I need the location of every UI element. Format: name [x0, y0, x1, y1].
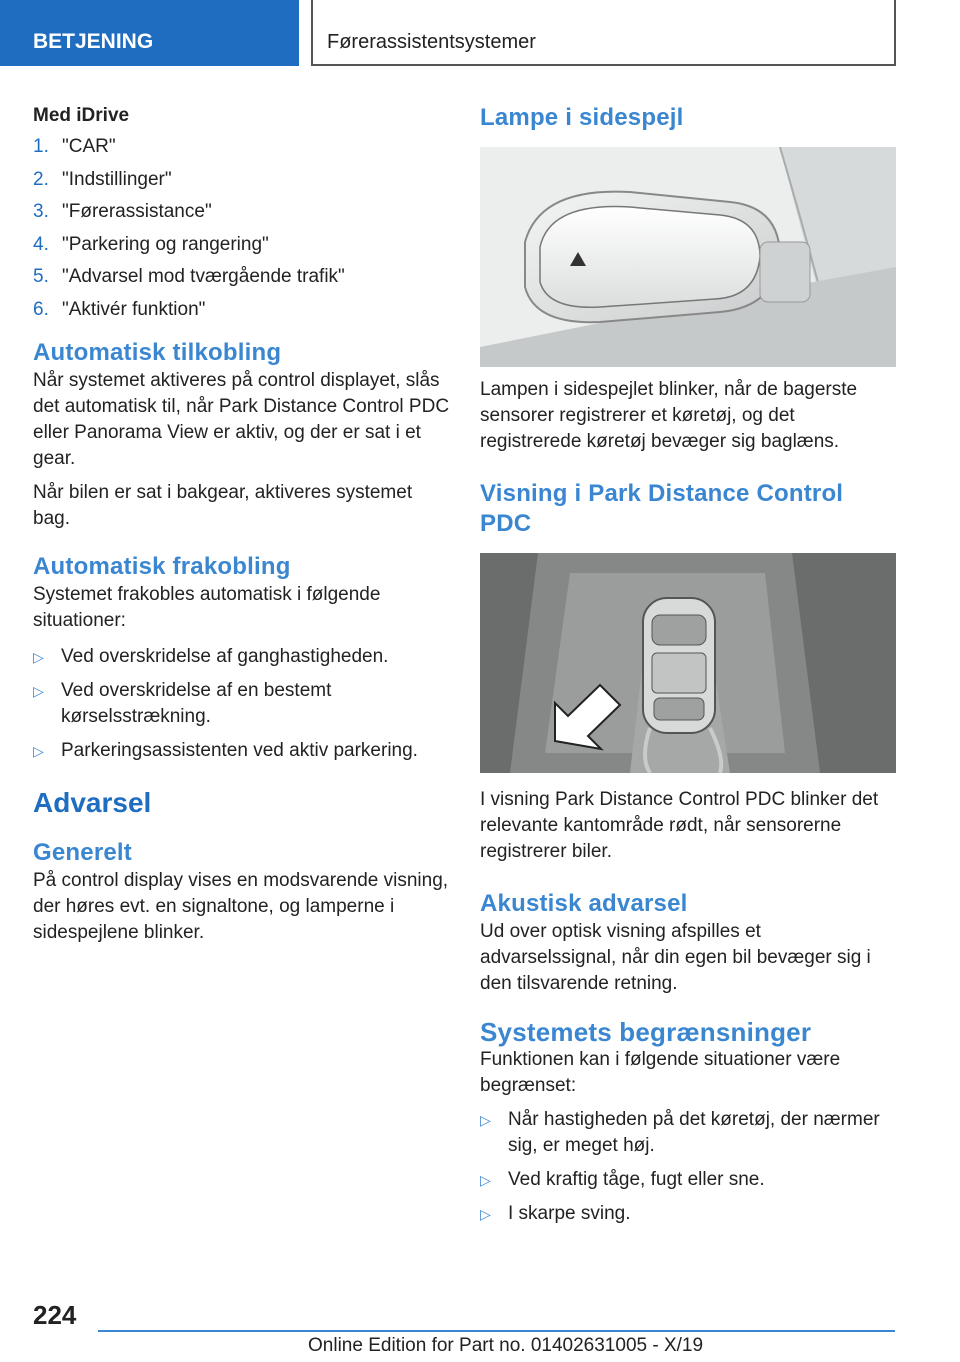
side-mirror-illustration: [480, 147, 896, 367]
auto-on-heading: Automatisk tilkobling: [33, 339, 282, 366]
auto-on-paragraph-2: Når bilen er sat i bakgear, aktiveres systemet bag.: [33, 482, 413, 529]
idrive-steps: [33, 131, 451, 326]
triangle-right-icon: ▷: [33, 743, 44, 759]
mirror-heading: Lampe i sidespejl: [480, 104, 684, 131]
list-item: [33, 131, 451, 164]
auto-off-list: [33, 644, 451, 764]
pdc-view-drawing: [480, 553, 896, 773]
idrive-label: Med iDrive: [33, 105, 130, 126]
acoustic-paragraph: Ud over optisk visning afspilles et advarselssignal, når din egen bil bevæger sig i den tilsvarende retning.: [480, 921, 871, 994]
side-mirror-drawing: [480, 147, 896, 367]
list-item-text: Ved kraftig tåge, fugt eller sne.: [508, 1169, 765, 1190]
right-column: [480, 103, 896, 1227]
footer-divider: [98, 1330, 895, 1332]
list-item: [33, 229, 451, 262]
acoustic-heading: Akustisk advarsel: [480, 890, 688, 917]
header-chapter-label: Førerassistentsystemer: [327, 31, 536, 53]
general-heading: Generelt: [33, 839, 132, 866]
triangle-right-icon: ▷: [480, 1172, 491, 1188]
step-text: "Førerassistance": [62, 201, 212, 222]
list-item: [33, 738, 451, 764]
list-item: [33, 261, 451, 294]
limits-list: [480, 1107, 896, 1227]
pdc-heading: Visning i Park Distance Control PDC: [480, 480, 844, 537]
list-item-text: Ved overskridelse af ganghastigheden.: [61, 646, 389, 667]
header-section-label: BETJENING: [33, 30, 154, 53]
list-item: [480, 1201, 896, 1227]
list-item: [33, 294, 451, 327]
pdc-paragraph: I visning Park Distance Control PDC blinker det relevante kantområde rødt, når sensorerne registrerer biler.: [480, 789, 879, 862]
list-item-text: I skarpe sving.: [508, 1203, 631, 1224]
triangle-right-icon: ▷: [480, 1206, 491, 1222]
triangle-right-icon: ▷: [480, 1112, 491, 1128]
list-item-text: Ved overskridelse af en bestemt kørselsstrækning.: [61, 680, 332, 727]
limits-paragraph: Funktionen kan i følgende situationer være begrænset:: [480, 1049, 841, 1096]
warning-heading: Advarsel: [33, 787, 152, 818]
triangle-right-icon: ▷: [33, 683, 44, 699]
step-text: "CAR": [62, 136, 116, 157]
list-item: [480, 1107, 896, 1159]
page-number: 224: [33, 1300, 77, 1330]
limits-heading: Systemets begrænsninger: [480, 1017, 812, 1047]
step-number: 5.: [33, 266, 49, 287]
list-item: [33, 196, 451, 229]
list-item: [33, 644, 451, 670]
header-section-tab: [0, 0, 299, 66]
footer-edition: Online Edition for Part no. 01402631005 - X/19: [308, 1335, 704, 1356]
step-number: 1.: [33, 136, 49, 157]
step-text: "Advarsel mod tværgående trafik": [62, 266, 345, 287]
list-item: [480, 1167, 896, 1193]
header-chapter-tab: [311, 0, 896, 66]
auto-off-heading: Automatisk frakobling: [33, 553, 291, 580]
list-item-text: Når hastigheden på det køretøj, der nærmer sig, er meget høj.: [508, 1109, 880, 1156]
auto-on-paragraph-1: Når systemet aktiveres på control displayet, slås det automatisk til, når Park Distance Control PDC eller Panorama View er aktiv, og der er sat i et gear.: [33, 370, 450, 469]
triangle-right-icon: ▷: [33, 649, 44, 665]
step-text: "Aktivér funktion": [62, 298, 206, 320]
left-column: [33, 103, 451, 946]
step-text: "Indstillinger": [62, 168, 172, 190]
step-number: 6.: [33, 298, 49, 320]
list-item: [33, 678, 451, 730]
step-number: 4.: [33, 233, 49, 255]
step-number: 2.: [33, 168, 49, 190]
pdc-view-illustration: [480, 553, 896, 773]
general-paragraph: På control display vises en modsvarende visning, der høres evt. en signaltone, og lamperne i sidespejlene blinker.: [33, 870, 449, 943]
step-number: 3.: [33, 201, 49, 222]
step-text: "Parkering og rangering": [62, 233, 269, 255]
mirror-paragraph: Lampen i sidespejlet blinker, når de bagerste sensorer registrerer et køretøj, og det registrerede køretøj bevæger sig baglæns.: [480, 379, 858, 452]
auto-off-paragraph: Systemet frakobles automatisk i følgende situationer:: [33, 584, 381, 631]
list-item-text: Parkeringsassistenten ved aktiv parkering.: [61, 740, 418, 761]
list-item: [33, 164, 451, 197]
